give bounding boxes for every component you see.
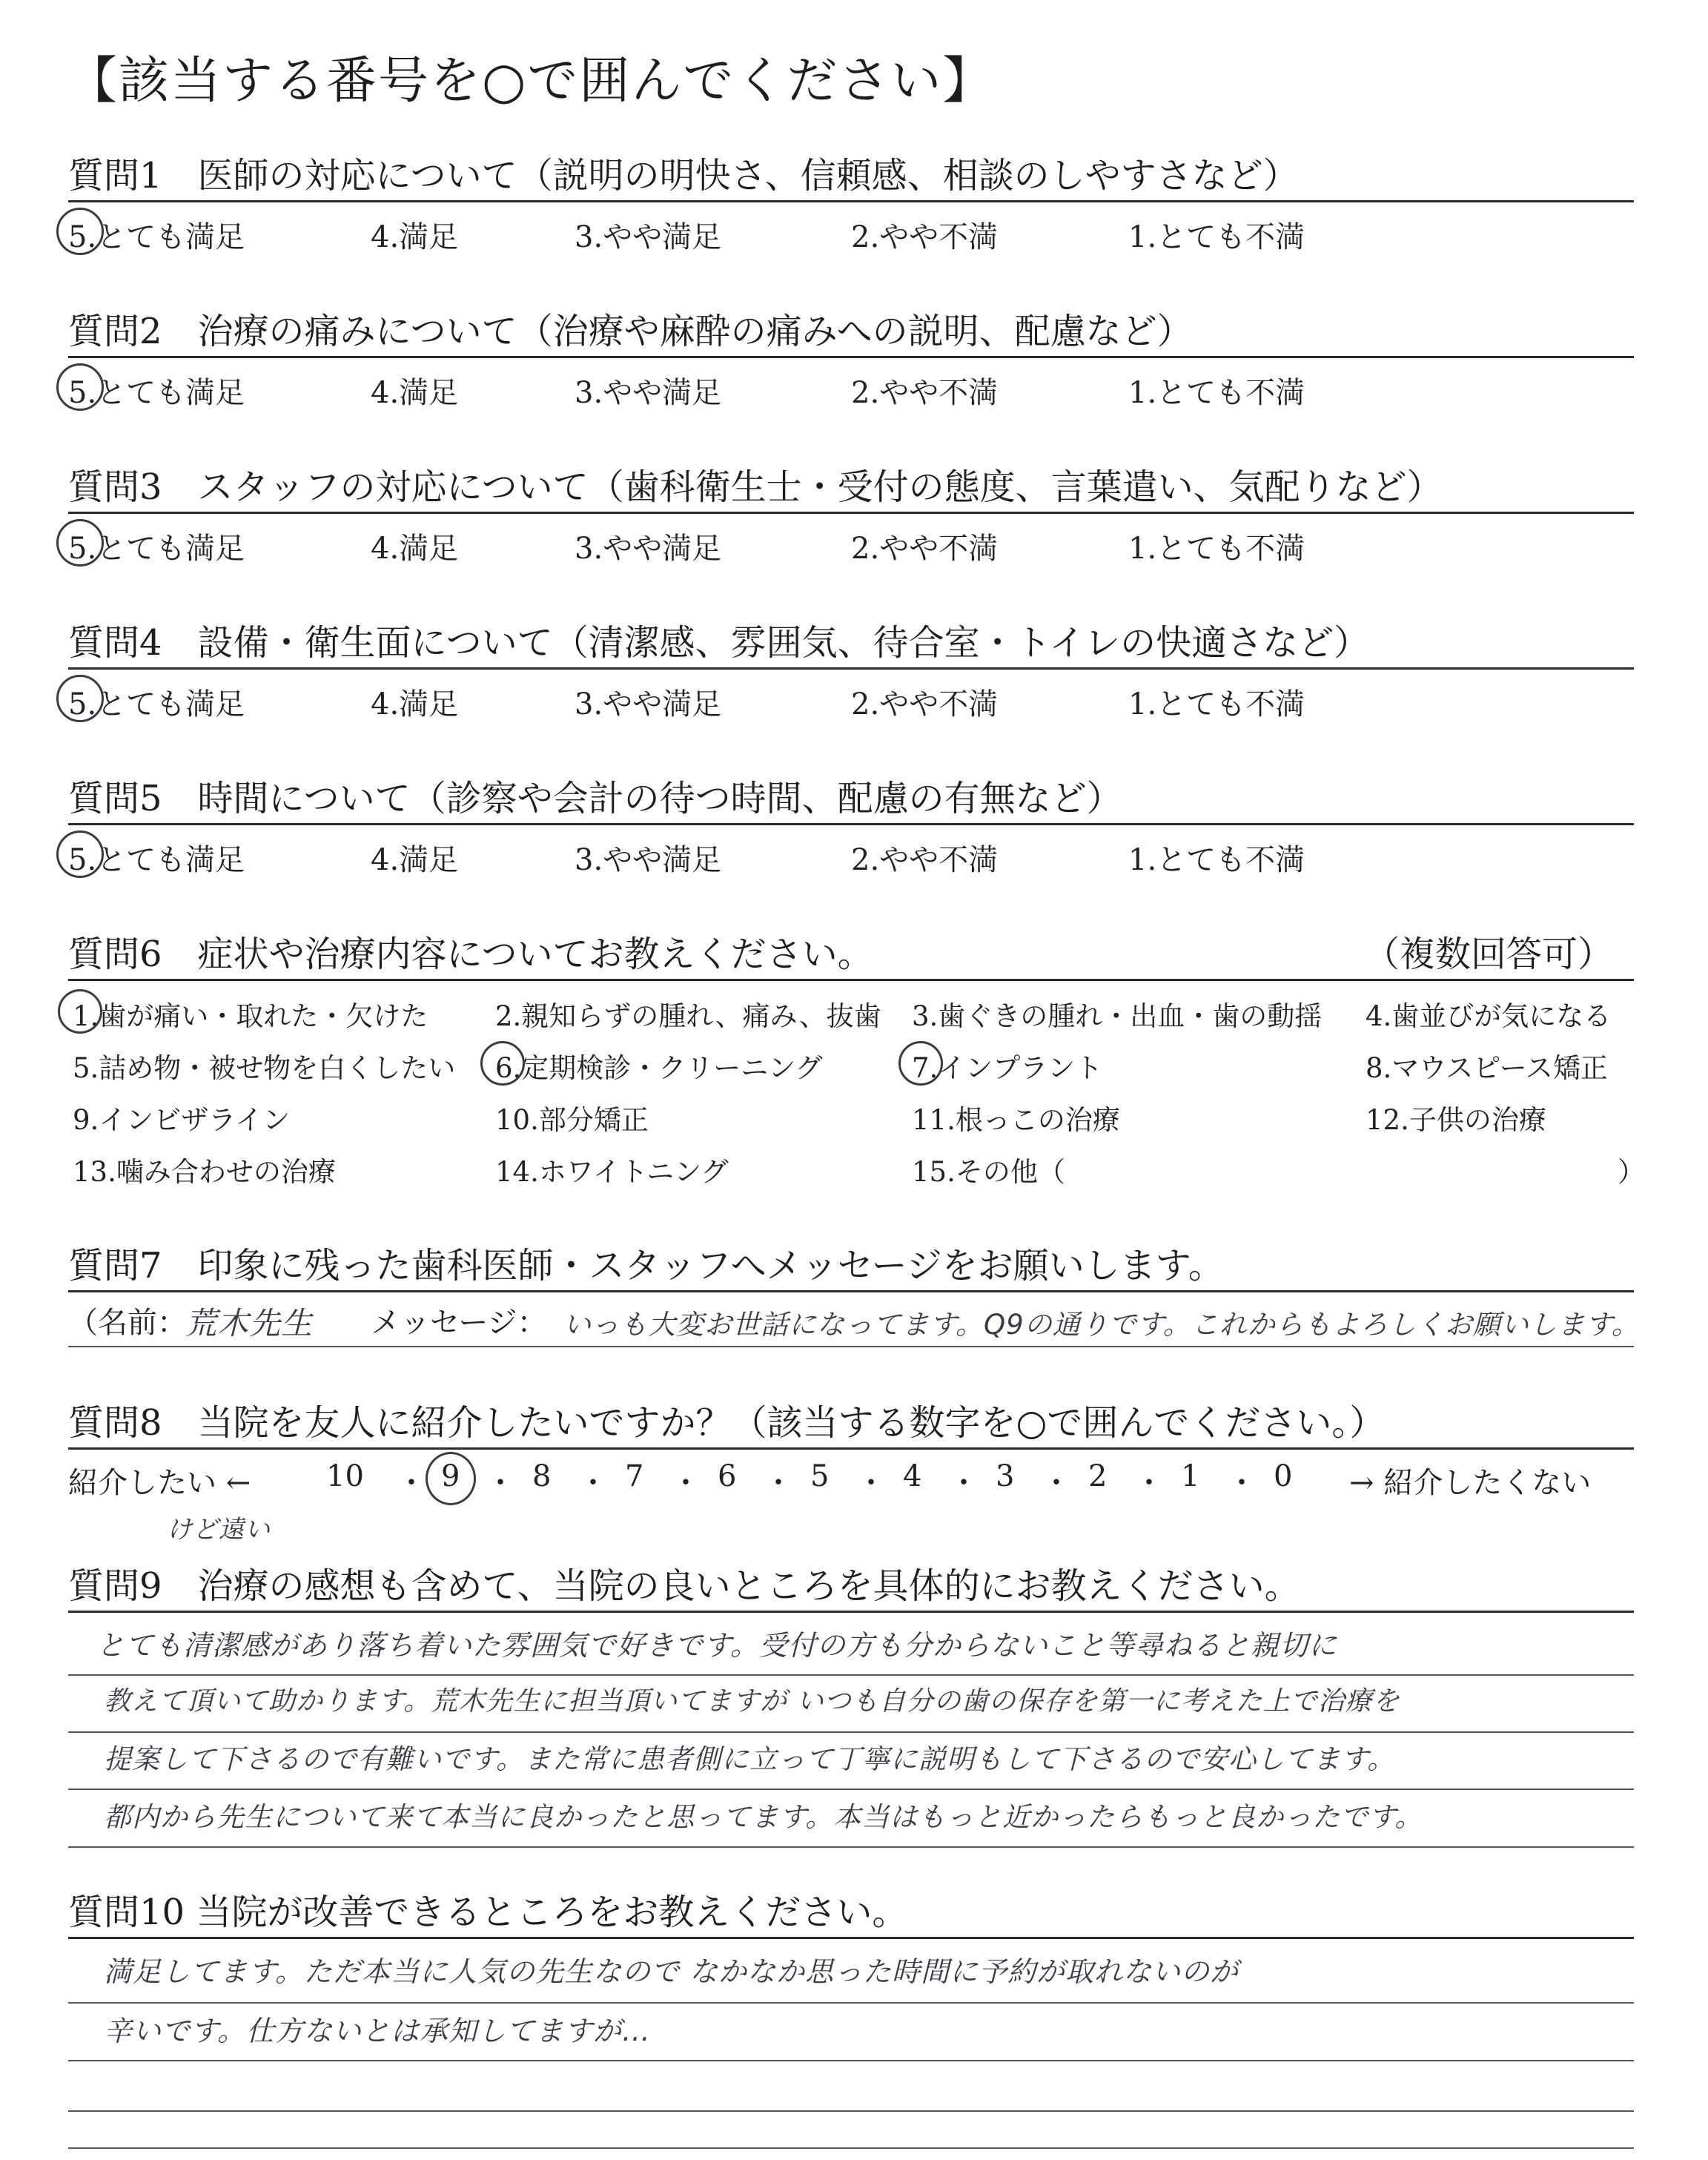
q6-option-15[interactable]: 15.その他（: [912, 1156, 1065, 1188]
q6-option-5[interactable]: 5.詰め物・被せ物を白くしたい: [73, 1052, 456, 1084]
q3-option-1[interactable]: 1.とても不満: [1128, 532, 1305, 566]
q6-option-14[interactable]: 14.ホワイトニング: [495, 1156, 729, 1188]
q3-rule: [68, 512, 1634, 514]
q1-option-2[interactable]: 2.やや不満: [851, 220, 999, 254]
q1-option-4[interactable]: 4.満足: [371, 220, 459, 254]
q5-heading: 質問5 時間について（診察や会計の待つ時間、配慮の有無など）: [68, 778, 1122, 819]
q3-option-4[interactable]: 4.満足: [371, 532, 459, 566]
q9-ruled-line: [68, 1846, 1634, 1848]
q6-option-1[interactable]: 1.歯が痛い・取れた・欠けた: [73, 1000, 428, 1032]
q8-dot: ・: [1227, 1466, 1257, 1500]
q8-scale-10[interactable]: 10: [326, 1459, 364, 1493]
q5-option-5[interactable]: 5.とても満足: [68, 843, 245, 877]
q3-heading: 質問3 スタッフの対応について（歯科衛生士・受付の態度、言葉遣い、気配りなど）: [68, 466, 1443, 508]
q4-option-4[interactable]: 4.満足: [371, 687, 459, 721]
q7-answer-line: [68, 1346, 1634, 1347]
q6-multi-note: （複数回答可）: [1364, 934, 1614, 975]
q3-option-2[interactable]: 2.やや不満: [851, 532, 999, 566]
q10-answer-line-1[interactable]: 満足してます。ただ本当に人気の先生なので なかなか思った時間に予約が取れないのが: [104, 1955, 1239, 1988]
q9-rule: [68, 1611, 1634, 1613]
q2-option-2[interactable]: 2.やや不満: [851, 376, 999, 410]
q4-selected-circle: [56, 675, 104, 722]
page-title: 【該当する番号を○で囲んでください】: [67, 52, 995, 110]
q7-heading: 質問7 印象に残った歯科医師・スタッフへメッセージをお願いします。: [68, 1245, 1224, 1287]
q6-option-3[interactable]: 3.歯ぐきの腫れ・出血・歯の動揺: [912, 1000, 1323, 1032]
q6-option-9[interactable]: 9.インビザライン: [73, 1104, 291, 1136]
q3-selected-circle: [56, 519, 104, 567]
q8-dot: ・: [578, 1466, 608, 1500]
q8-left-label: 紹介したい ←: [68, 1466, 251, 1500]
q4-option-3[interactable]: 3.やや満足: [575, 687, 722, 721]
q1-option-5[interactable]: 5.とても満足: [68, 220, 245, 254]
q9-answer-line-1[interactable]: とても清潔感があり落ち着いた雰囲気で好きです。受付の方も分からないこと等尋ねると親切に: [96, 1629, 1337, 1662]
q9-heading: 質問9 治療の感想も含めて、当院の良いところを具体的にお教えください。: [68, 1565, 1300, 1607]
q8-scale-0[interactable]: 0: [1274, 1459, 1293, 1493]
q6-rule: [68, 979, 1634, 981]
q7-rule: [68, 1290, 1634, 1292]
q5-selected-circle: [56, 830, 104, 878]
q8-scale-1[interactable]: 1: [1181, 1459, 1200, 1493]
q6-option-6[interactable]: 6.定期検診・クリーニング: [495, 1052, 823, 1084]
q10-heading: 質問10 当院が改善できるところをお教えください。: [68, 1892, 908, 1933]
q6-option-7[interactable]: 7.インプラント: [912, 1052, 1103, 1084]
q6-heading: 質問6 症状や治療内容についてお教えください。: [68, 934, 873, 975]
q8-dot: ・: [1134, 1466, 1164, 1500]
q3-option-5[interactable]: 5.とても満足: [68, 532, 245, 566]
q10-answer-line-2[interactable]: 辛いです。仕方ないとは承知してますが…: [104, 2015, 651, 2047]
q7-message-value[interactable]: いっも大変お世話になってます。Q9の通りです。これからもよろしくお願いします。: [563, 1309, 1640, 1341]
q6-option-12[interactable]: 12.子供の治療: [1366, 1104, 1546, 1136]
q8-dot: ・: [486, 1466, 515, 1500]
q8-dot: ・: [671, 1466, 701, 1500]
q8-dot: ・: [856, 1466, 886, 1500]
q2-heading: 質問2 治療の痛みについて（治療や麻酔の痛みへの説明、配慮など）: [68, 311, 1193, 352]
q5-rule: [68, 823, 1634, 825]
q9-answer-line-2[interactable]: 教えて頂いて助かります。荒木先生に担当頂いてますが いつも自分の歯の保存を第一に考えた上で治療を: [104, 1686, 1400, 1717]
q10-ruled-line: [68, 2060, 1634, 2061]
q2-option-5[interactable]: 5.とても満足: [68, 376, 245, 410]
q8-dot: ・: [764, 1466, 793, 1500]
q1-heading: 質問1 医師の対応について（説明の明快さ、信頼感、相談のしやすさなど）: [68, 155, 1299, 196]
q9-ruled-line: [68, 1731, 1634, 1733]
q6-selected-circle-7: [898, 1041, 943, 1086]
q5-option-1[interactable]: 1.とても不満: [1128, 843, 1305, 877]
q4-option-1[interactable]: 1.とても不満: [1128, 687, 1305, 721]
q8-scale-7[interactable]: 7: [625, 1459, 644, 1493]
q8-heading: 質問8 当院を友人に紹介したいですか？（該当する数字を○で囲んでください。）: [68, 1402, 1386, 1444]
q10-rule: [68, 1937, 1634, 1939]
q4-heading: 質問4 設備・衛生面について（清潔感、雰囲気、待合室・トイレの快適さなど）: [68, 622, 1370, 664]
q1-rule: [68, 200, 1634, 202]
q8-scale-2[interactable]: 2: [1088, 1459, 1108, 1493]
q9-ruled-line: [68, 1674, 1634, 1676]
q8-rule: [68, 1447, 1634, 1450]
q8-dot: ・: [1042, 1466, 1071, 1500]
q8-handwritten-note: けど遠い: [167, 1515, 271, 1545]
q6-option-13[interactable]: 13.噛み合わせの治療: [73, 1156, 336, 1188]
q8-right-label: → 紹介したくない: [1349, 1466, 1592, 1500]
q2-option-3[interactable]: 3.やや満足: [575, 376, 722, 410]
q2-option-4[interactable]: 4.満足: [371, 376, 459, 410]
q2-selected-circle: [56, 363, 104, 411]
q6-option-10[interactable]: 10.部分矯正: [495, 1104, 649, 1136]
q8-scale-5[interactable]: 5: [810, 1459, 830, 1493]
q1-selected-circle: [56, 208, 104, 255]
q10-ruled-line: [68, 2147, 1634, 2149]
q6-selected-circle-6: [480, 1041, 525, 1086]
q6-option-8[interactable]: 8.マウスピース矯正: [1366, 1052, 1608, 1084]
q9-answer-line-3[interactable]: 提案して下さるので有難いです。また常に患者側に立って丁寧に説明もして下さるので安心してます。: [104, 1743, 1396, 1775]
q4-option-5[interactable]: 5.とても満足: [68, 687, 245, 721]
q8-scale-9[interactable]: 9: [441, 1459, 460, 1493]
q6-option-2[interactable]: 2.親知らずの腫れ、痛み、抜歯: [495, 1000, 881, 1032]
q8-scale-3[interactable]: 3: [996, 1459, 1015, 1493]
q6-other-close-paren: ）: [1618, 1156, 1645, 1188]
q4-option-2[interactable]: 2.やや不満: [851, 687, 999, 721]
q3-option-3[interactable]: 3.やや満足: [575, 532, 722, 566]
q10-ruled-line: [68, 2110, 1634, 2112]
q5-option-2[interactable]: 2.やや不満: [851, 843, 999, 877]
q2-option-1[interactable]: 1.とても不満: [1128, 376, 1305, 410]
q8-scale-6[interactable]: 6: [718, 1459, 737, 1493]
q5-option-4[interactable]: 4.満足: [371, 843, 459, 877]
q9-ruled-line: [68, 1789, 1634, 1790]
q2-rule: [68, 356, 1634, 358]
q10-ruled-line: [68, 2002, 1634, 2004]
q7-name-label: （名前：: [68, 1306, 187, 1340]
q6-option-4[interactable]: 4.歯並びが気になる: [1366, 1000, 1612, 1032]
q8-scale-4[interactable]: 4: [903, 1459, 922, 1493]
q7-message-label: メッセージ：: [371, 1306, 547, 1340]
q7-name-value[interactable]: 荒木先生: [185, 1305, 314, 1341]
q6-option-11[interactable]: 11.根っこの治療: [912, 1104, 1120, 1136]
q1-option-1[interactable]: 1.とても不満: [1128, 220, 1305, 254]
q1-option-3[interactable]: 3.やや満足: [575, 220, 722, 254]
q8-scale-8[interactable]: 8: [532, 1459, 552, 1493]
q9-answer-line-4[interactable]: 都内から先生について来て本当に良かったと思ってます。本当はもっと近かったらもっと良かったです。: [104, 1801, 1423, 1833]
q4-rule: [68, 667, 1634, 670]
q8-selected-circle: [426, 1452, 476, 1505]
q5-option-3[interactable]: 3.やや満足: [575, 843, 722, 877]
q6-selected-circle-1: [58, 989, 102, 1034]
q8-dot: ・: [397, 1466, 426, 1500]
q8-dot: ・: [949, 1466, 979, 1500]
